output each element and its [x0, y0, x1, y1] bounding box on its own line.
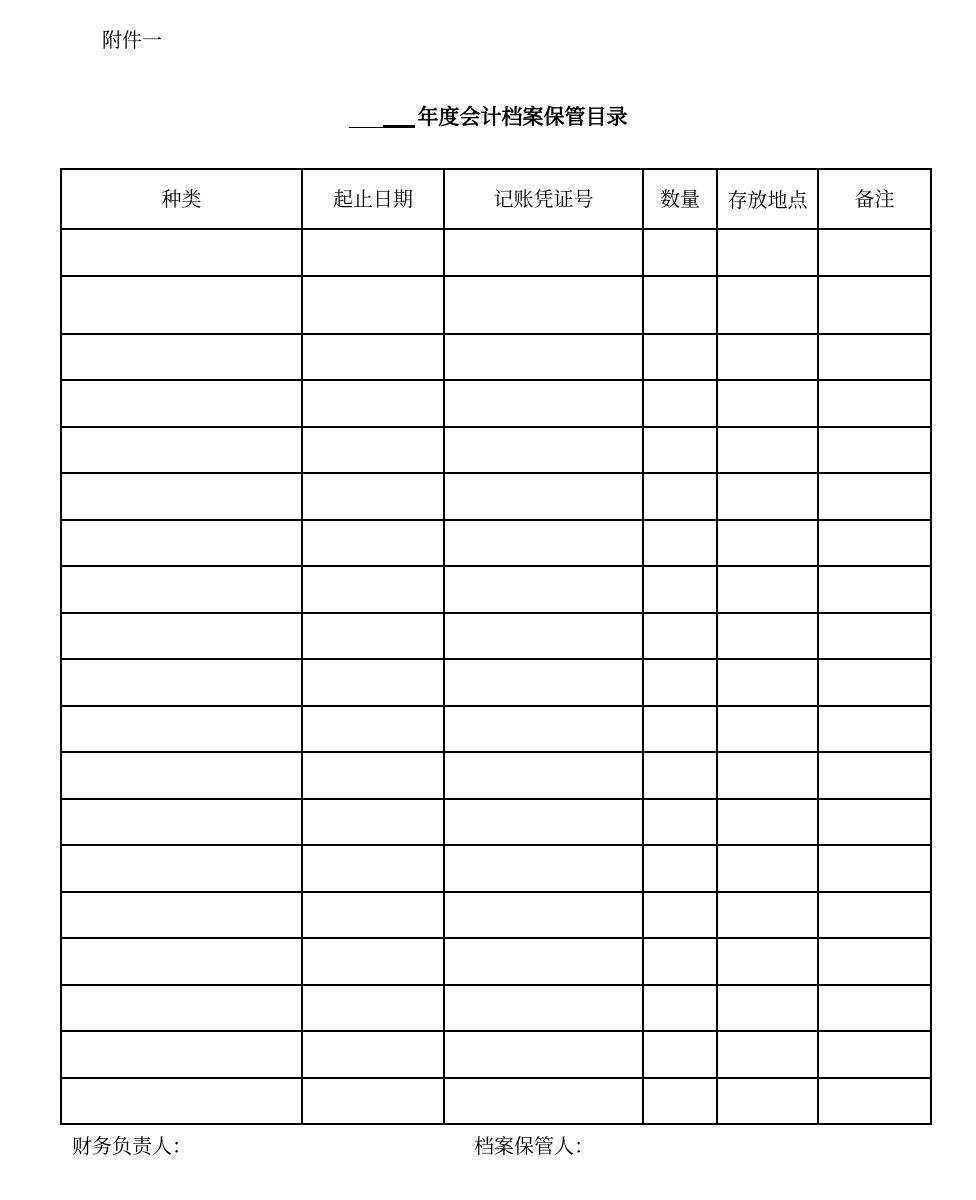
- table-cell[interactable]: [643, 229, 717, 276]
- table-cell[interactable]: [818, 1078, 931, 1125]
- table-cell[interactable]: [61, 229, 302, 276]
- table-cell[interactable]: [61, 659, 302, 706]
- table-cell[interactable]: [444, 427, 643, 474]
- table-row: [61, 1031, 931, 1078]
- table-cell[interactable]: [717, 380, 818, 427]
- table-cell[interactable]: [643, 938, 717, 985]
- table-cell[interactable]: [61, 938, 302, 985]
- table-cell[interactable]: [643, 1031, 717, 1078]
- archive-catalog-table: [60, 168, 932, 1125]
- table-row: [61, 473, 931, 520]
- table-cell[interactable]: [61, 985, 302, 1032]
- table-cell[interactable]: [818, 892, 931, 939]
- table-cell[interactable]: [302, 985, 444, 1032]
- table-cell[interactable]: [643, 276, 717, 334]
- table-row: [61, 380, 931, 427]
- table-cell[interactable]: [717, 613, 818, 660]
- table-cell[interactable]: [444, 380, 643, 427]
- table-row: [61, 985, 931, 1032]
- table-cell[interactable]: [717, 566, 818, 613]
- table-cell[interactable]: [61, 706, 302, 753]
- table-cell[interactable]: [302, 752, 444, 799]
- table-cell[interactable]: [444, 659, 643, 706]
- table-cell[interactable]: [717, 427, 818, 474]
- table-cell[interactable]: [61, 473, 302, 520]
- table-cell[interactable]: [61, 892, 302, 939]
- table-row: [61, 799, 931, 846]
- table-cell[interactable]: [818, 938, 931, 985]
- table-cell[interactable]: [717, 659, 818, 706]
- archive-keeper-label: 档案保管人：: [474, 1134, 594, 1158]
- table-cell[interactable]: [717, 985, 818, 1032]
- table-cell[interactable]: [818, 473, 931, 520]
- table-cell[interactable]: [61, 566, 302, 613]
- year-blank-field[interactable]: [349, 106, 415, 128]
- table-cell[interactable]: [818, 276, 931, 334]
- table-header-row: [61, 169, 931, 229]
- table-cell[interactable]: [818, 659, 931, 706]
- table-cell[interactable]: [61, 334, 302, 381]
- table-cell[interactable]: [302, 892, 444, 939]
- table-cell[interactable]: [61, 380, 302, 427]
- table-cell[interactable]: [61, 845, 302, 892]
- table-row: [61, 613, 931, 660]
- table-cell[interactable]: [643, 892, 717, 939]
- table-cell[interactable]: [717, 1078, 818, 1125]
- table-cell[interactable]: [717, 706, 818, 753]
- table-cell[interactable]: [302, 380, 444, 427]
- table-cell[interactable]: [717, 938, 818, 985]
- table-cell[interactable]: [444, 229, 643, 276]
- table-cell[interactable]: [643, 380, 717, 427]
- table-cell[interactable]: [444, 845, 643, 892]
- table-row: [61, 845, 931, 892]
- table-cell[interactable]: [643, 1078, 717, 1125]
- table-cell[interactable]: [61, 520, 302, 567]
- table-cell[interactable]: [302, 1031, 444, 1078]
- table-cell[interactable]: [717, 752, 818, 799]
- table-cell[interactable]: [302, 520, 444, 567]
- table-row: [61, 427, 931, 474]
- table-row: [61, 229, 931, 276]
- header-storage-location: 存放地点: [717, 169, 818, 229]
- table-cell[interactable]: [818, 229, 931, 276]
- table-cell[interactable]: [302, 706, 444, 753]
- table-cell[interactable]: [61, 427, 302, 474]
- table-cell[interactable]: [444, 334, 643, 381]
- table-cell[interactable]: [643, 427, 717, 474]
- table-cell[interactable]: [444, 706, 643, 753]
- table-cell[interactable]: [302, 845, 444, 892]
- table-cell[interactable]: [444, 985, 643, 1032]
- header-quantity: 数量: [643, 169, 717, 229]
- table-row: [61, 1078, 931, 1125]
- table-cell[interactable]: [818, 427, 931, 474]
- table-cell[interactable]: [717, 1031, 818, 1078]
- header-date-range: 起止日期: [302, 169, 444, 229]
- table-cell[interactable]: [818, 334, 931, 381]
- table-cell[interactable]: [444, 613, 643, 660]
- table-cell[interactable]: [818, 520, 931, 567]
- table-cell[interactable]: [444, 276, 643, 334]
- table-cell[interactable]: [643, 520, 717, 567]
- table-cell[interactable]: [717, 520, 818, 567]
- attachment-label: 附件一: [102, 28, 162, 52]
- table-row: [61, 334, 931, 381]
- table-cell[interactable]: [444, 473, 643, 520]
- table-cell[interactable]: [444, 520, 643, 567]
- header-category: 种类: [61, 169, 302, 229]
- header-voucher-number: 记账凭证号: [444, 169, 643, 229]
- table-cell[interactable]: [444, 566, 643, 613]
- table-cell[interactable]: [444, 892, 643, 939]
- table-cell[interactable]: [717, 799, 818, 846]
- table-cell[interactable]: [717, 892, 818, 939]
- table-cell[interactable]: [643, 613, 717, 660]
- table-cell[interactable]: [643, 473, 717, 520]
- table-cell[interactable]: [302, 566, 444, 613]
- table-cell[interactable]: [643, 845, 717, 892]
- table-cell[interactable]: [302, 659, 444, 706]
- table-row: [61, 520, 931, 567]
- table-cell[interactable]: [302, 427, 444, 474]
- table-cell[interactable]: [302, 334, 444, 381]
- table-cell[interactable]: [444, 752, 643, 799]
- table-cell[interactable]: [818, 706, 931, 753]
- table-row: [61, 752, 931, 799]
- table-row: [61, 659, 931, 706]
- table-cell[interactable]: [61, 752, 302, 799]
- table-cell[interactable]: [444, 799, 643, 846]
- table-cell[interactable]: [302, 799, 444, 846]
- table-row: [61, 566, 931, 613]
- header-remarks: 备注: [818, 169, 931, 229]
- table-cell[interactable]: [818, 566, 931, 613]
- table-cell[interactable]: [302, 938, 444, 985]
- table-cell[interactable]: [818, 845, 931, 892]
- table-cell[interactable]: [717, 845, 818, 892]
- table-cell[interactable]: [302, 229, 444, 276]
- table-cell[interactable]: [818, 613, 931, 660]
- table-cell[interactable]: [61, 613, 302, 660]
- table-cell[interactable]: [818, 985, 931, 1032]
- table-cell[interactable]: [717, 334, 818, 381]
- table-row: [61, 892, 931, 939]
- table-cell[interactable]: [302, 1078, 444, 1125]
- table-cell[interactable]: [717, 276, 818, 334]
- table-cell[interactable]: [61, 1078, 302, 1125]
- table-cell[interactable]: [818, 1031, 931, 1078]
- table-cell[interactable]: [302, 276, 444, 334]
- table-cell[interactable]: [444, 938, 643, 985]
- table-cell[interactable]: [444, 1031, 643, 1078]
- table-cell[interactable]: [818, 752, 931, 799]
- finance-head-label: 财务负责人：: [72, 1134, 192, 1158]
- table-cell[interactable]: [61, 1031, 302, 1078]
- table-cell[interactable]: [643, 985, 717, 1032]
- table-cell[interactable]: [643, 659, 717, 706]
- table-cell[interactable]: [717, 473, 818, 520]
- table-cell[interactable]: [818, 380, 931, 427]
- table-cell[interactable]: [302, 473, 444, 520]
- table-cell[interactable]: [302, 613, 444, 660]
- table-cell[interactable]: [61, 276, 302, 334]
- table-cell[interactable]: [61, 799, 302, 846]
- table-cell[interactable]: [643, 799, 717, 846]
- document-title: [0, 102, 976, 132]
- table-row: [61, 938, 931, 985]
- table-cell[interactable]: [643, 334, 717, 381]
- table-cell[interactable]: [717, 229, 818, 276]
- table-row: [61, 276, 931, 334]
- table-cell[interactable]: [643, 566, 717, 613]
- table-body: [61, 229, 931, 1124]
- table-cell[interactable]: [444, 1078, 643, 1125]
- table-row: [61, 706, 931, 753]
- table-cell[interactable]: [643, 752, 717, 799]
- table-cell[interactable]: [643, 706, 717, 753]
- table-cell[interactable]: [818, 799, 931, 846]
- document-title-text: 年度会计档案保管目录: [417, 105, 628, 129]
